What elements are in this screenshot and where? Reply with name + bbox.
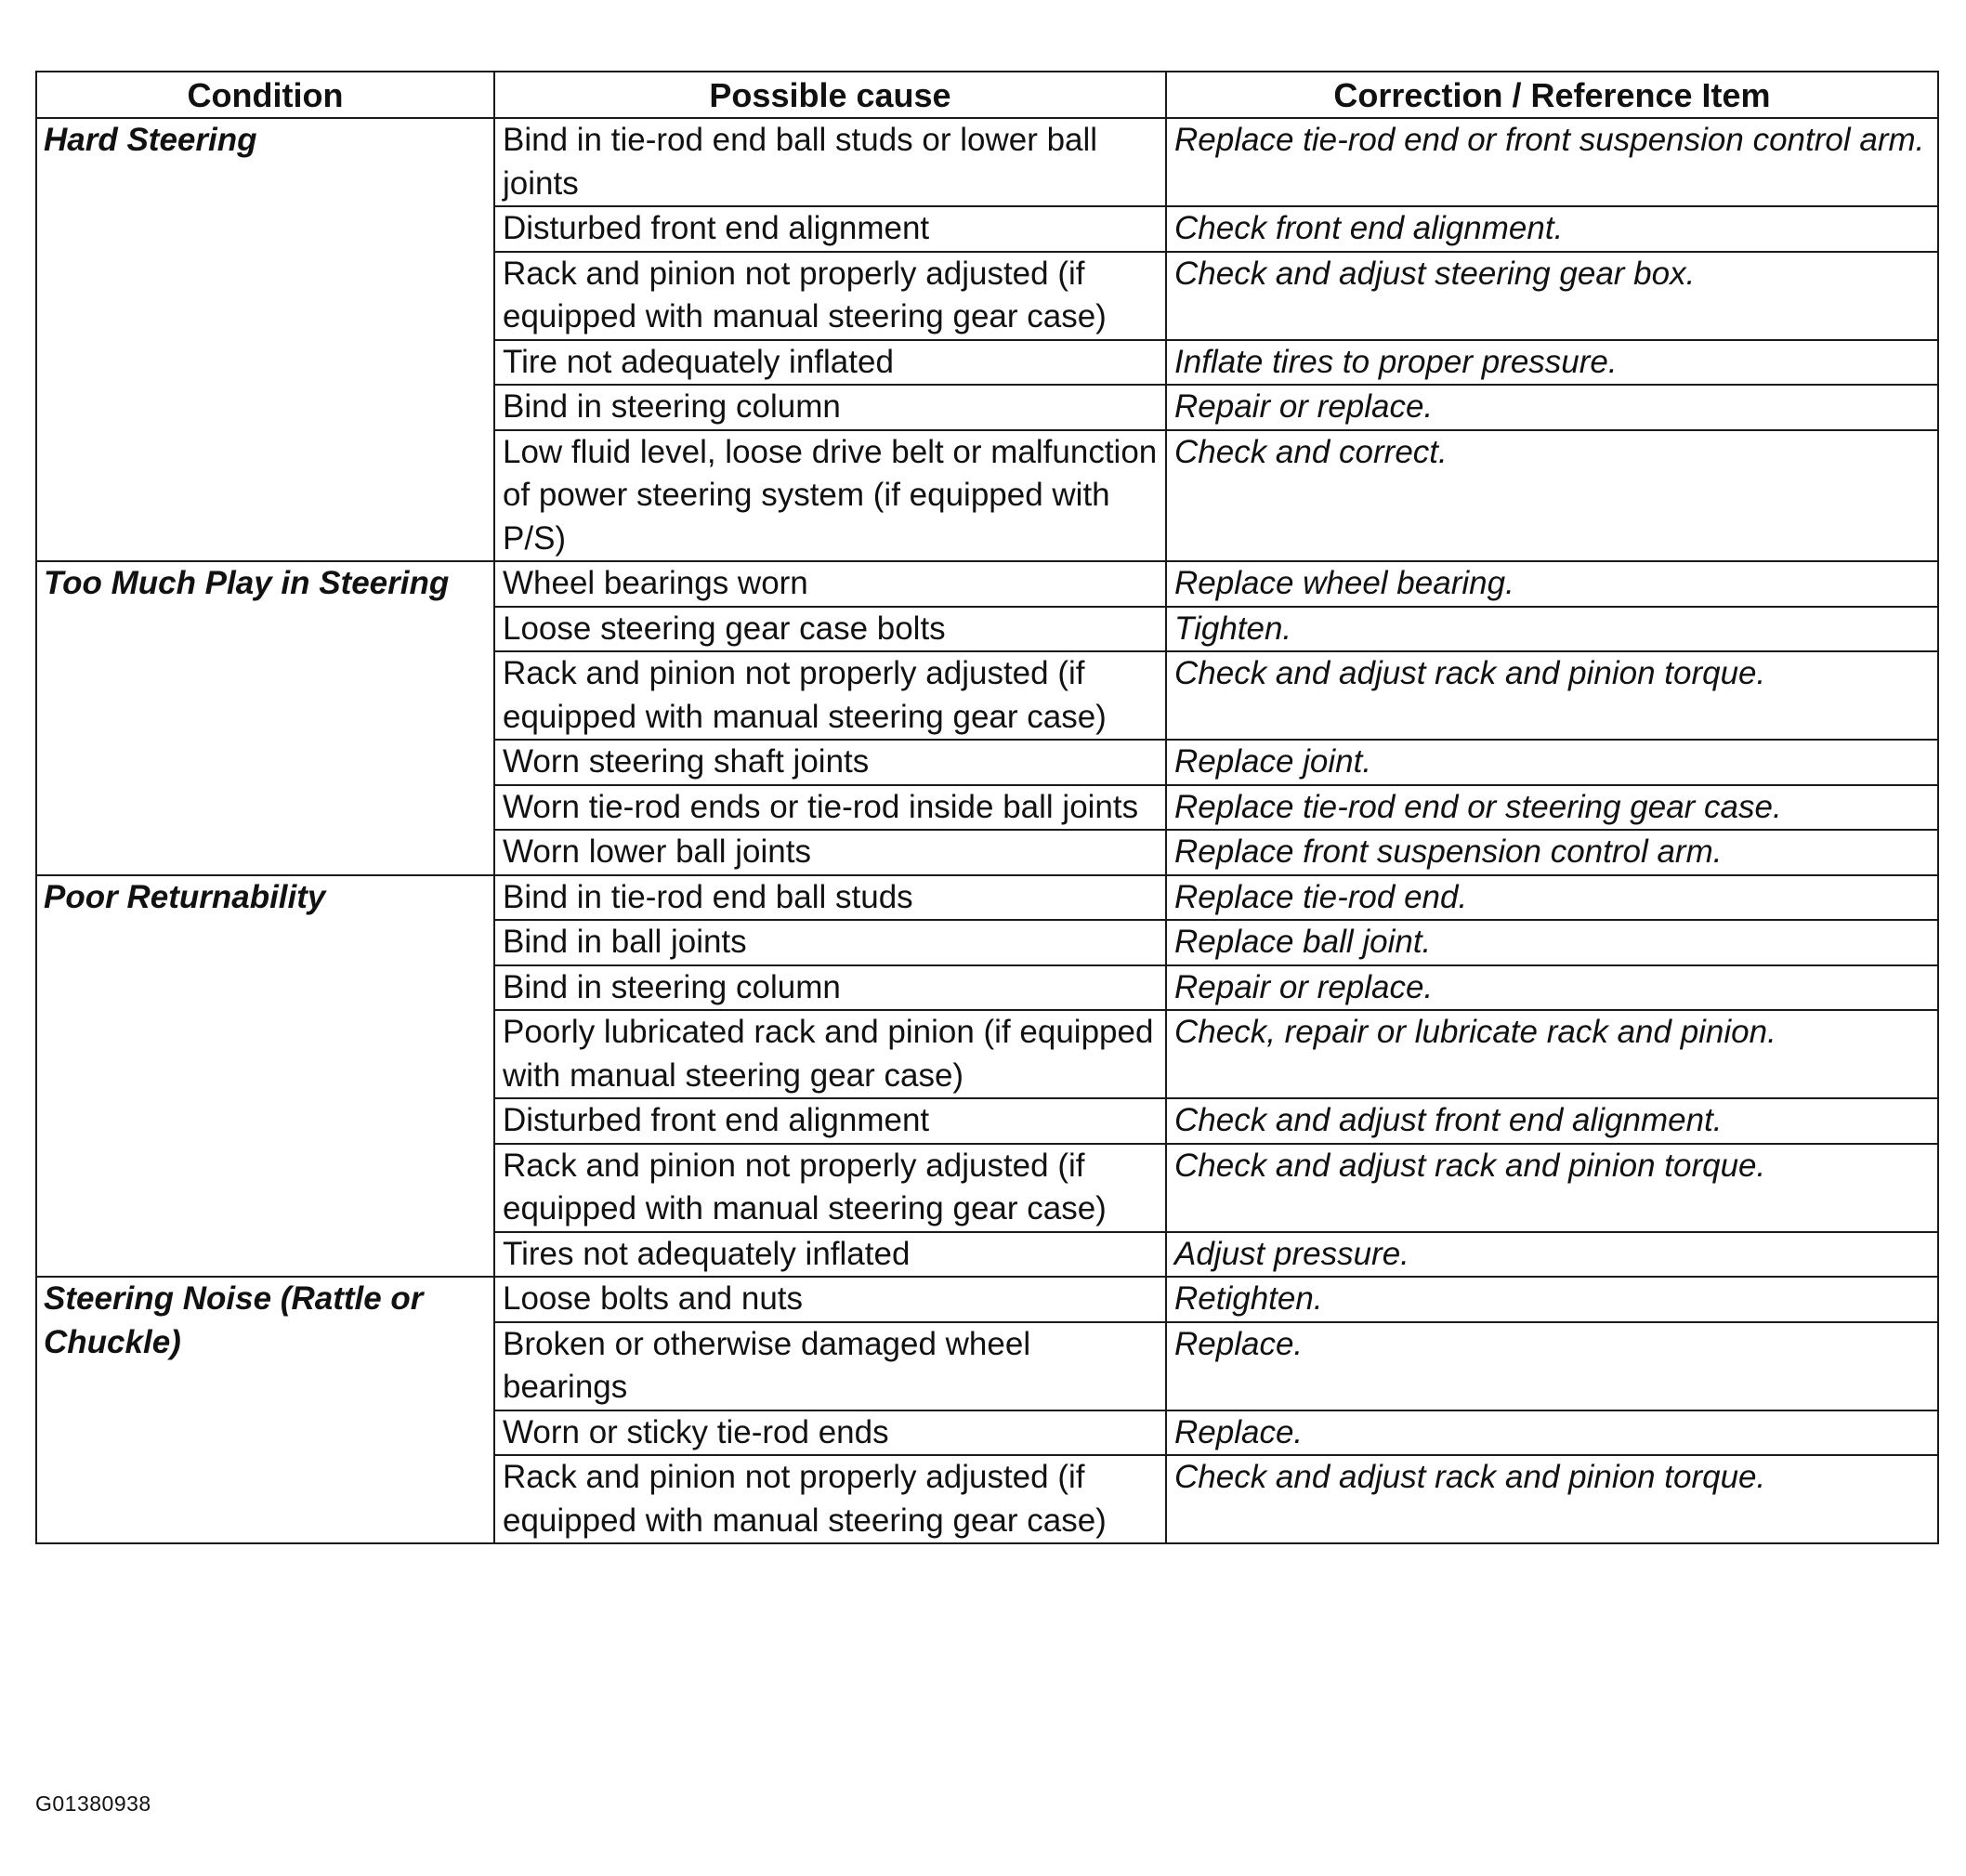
possible-cause-cell: Worn tie-rod ends or tie-rod inside ball joints [494, 785, 1166, 831]
table-body [36, 118, 1938, 1543]
header-possible-cause: Possible cause [494, 72, 1166, 118]
correction-cell: Replace joint. [1166, 740, 1938, 785]
header-correction: Correction / Reference Item [1166, 72, 1938, 118]
possible-cause-cell: Bind in tie-rod end ball studs [494, 875, 1166, 921]
header-condition: Condition [36, 72, 494, 118]
possible-cause-cell: Tires not adequately inflated [494, 1232, 1166, 1278]
possible-cause-cell: Rack and pinion not properly adjusted (if equipped with manual steering gear case) [494, 1455, 1166, 1543]
possible-cause-cell: Broken or otherwise damaged wheel bearings [494, 1322, 1166, 1410]
correction-cell: Check and adjust steering gear box. [1166, 252, 1938, 340]
correction-cell: Replace. [1166, 1410, 1938, 1456]
possible-cause-cell: Poorly lubricated rack and pinion (if equipped with manual steering gear case) [494, 1010, 1166, 1098]
possible-cause-cell: Worn lower ball joints [494, 830, 1166, 875]
correction-cell: Tighten. [1166, 607, 1938, 652]
correction-cell: Replace ball joint. [1166, 920, 1938, 965]
correction-cell: Check and adjust rack and pinion torque. [1166, 1455, 1938, 1543]
possible-cause-cell: Worn steering shaft joints [494, 740, 1166, 785]
possible-cause-cell: Worn or sticky tie-rod ends [494, 1410, 1166, 1456]
table-row [36, 118, 1938, 206]
correction-cell: Replace tie-rod end or front suspension control arm. [1166, 118, 1938, 206]
correction-cell: Adjust pressure. [1166, 1232, 1938, 1278]
condition-cell: Poor Returnability [36, 875, 494, 1278]
correction-cell: Replace. [1166, 1322, 1938, 1410]
possible-cause-cell: Rack and pinion not properly adjusted (if equipped with manual steering gear case) [494, 1144, 1166, 1232]
table-row [36, 875, 1938, 921]
correction-cell: Inflate tires to proper pressure. [1166, 340, 1938, 386]
possible-cause-cell: Loose steering gear case bolts [494, 607, 1166, 652]
header-row [36, 72, 1938, 118]
possible-cause-cell: Loose bolts and nuts [494, 1277, 1166, 1322]
condition-cell: Too Much Play in Steering [36, 561, 494, 875]
possible-cause-cell: Disturbed front end alignment [494, 206, 1166, 252]
possible-cause-cell: Tire not adequately inflated [494, 340, 1166, 386]
possible-cause-cell: Bind in ball joints [494, 920, 1166, 965]
table-row [36, 1277, 1938, 1322]
correction-cell: Replace front suspension control arm. [1166, 830, 1938, 875]
correction-cell: Check and adjust rack and pinion torque. [1166, 651, 1938, 740]
table-row [36, 561, 1938, 607]
correction-cell: Check, repair or lubricate rack and pinion. [1166, 1010, 1938, 1098]
possible-cause-cell: Bind in steering column [494, 965, 1166, 1011]
condition-cell: Hard Steering [36, 118, 494, 561]
table-header [36, 72, 1938, 118]
correction-cell: Replace tie-rod end. [1166, 875, 1938, 921]
figure-id-label: G01380938 [35, 1791, 151, 1816]
correction-cell: Repair or replace. [1166, 385, 1938, 430]
correction-cell: Retighten. [1166, 1277, 1938, 1322]
correction-cell: Check and correct. [1166, 430, 1938, 562]
possible-cause-cell: Rack and pinion not properly adjusted (if equipped with manual steering gear case) [494, 252, 1166, 340]
possible-cause-cell: Disturbed front end alignment [494, 1098, 1166, 1144]
possible-cause-cell: Low fluid level, loose drive belt or malfunction of power steering system (if equipped with P/S) [494, 430, 1166, 562]
correction-cell: Replace tie-rod end or steering gear case. [1166, 785, 1938, 831]
correction-cell: Check and adjust front end alignment. [1166, 1098, 1938, 1144]
correction-cell: Repair or replace. [1166, 965, 1938, 1011]
condition-cell: Steering Noise (Rattle or Chuckle) [36, 1277, 494, 1543]
possible-cause-cell: Wheel bearings worn [494, 561, 1166, 607]
troubleshooting-table [35, 71, 1939, 1544]
possible-cause-cell: Rack and pinion not properly adjusted (if equipped with manual steering gear case) [494, 651, 1166, 740]
correction-cell: Check front end alignment. [1166, 206, 1938, 252]
correction-cell: Replace wheel bearing. [1166, 561, 1938, 607]
possible-cause-cell: Bind in steering column [494, 385, 1166, 430]
possible-cause-cell: Bind in tie-rod end ball studs or lower ball joints [494, 118, 1166, 206]
correction-cell: Check and adjust rack and pinion torque. [1166, 1144, 1938, 1232]
